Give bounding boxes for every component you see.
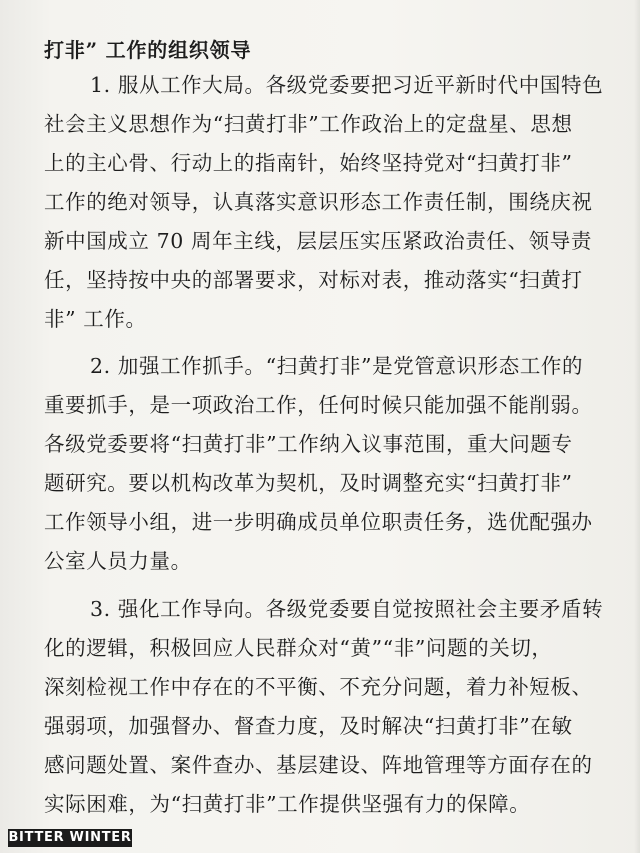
watermark-logo: BITTER WINTER — [8, 830, 132, 845]
paragraph-1-line-1: 1. 服从工作大局。各级党委要把习近平新时代中国特色 — [90, 73, 604, 97]
paragraph-3-line-1: 3. 强化工作导向。各级党委要自觉按照社会主要矛盾转 — [90, 597, 604, 621]
paragraph-3-line-4: 强弱项，加强督办、督查力度，及时解决“扫黄打非”在敏 — [44, 714, 573, 738]
paragraph-1-line-7: 非” 工作。 — [44, 307, 147, 331]
paragraph-1-line-5: 新中国成立 70 周年主线，层层压实压紧政治责任、领导责 — [44, 229, 592, 253]
section-heading: 打非” 工作的组织领导 — [44, 38, 252, 62]
paragraph-3-line-5: 感问题处置、案件查办、基层建设、阵地管理等方面存在的 — [44, 753, 593, 777]
paragraph-2-line-1: 2. 加强工作抓手。“扫黄打非”是党管意识形态工作的 — [90, 354, 584, 378]
paragraph-3-line-6: 实际困难，为“扫黄打非”工作提供坚强有力的保障。 — [44, 792, 531, 816]
paragraph-3-line-2: 化的逻辑，积极回应人民群众对“黄”“非”问题的关切， — [44, 636, 553, 660]
paragraph-1-line-6: 任，坚持按中央的部署要求，对标对表，推动落实“扫黄打 — [44, 268, 583, 292]
paragraph-2-line-2: 重要抓手，是一项政治工作，任何时候只能加强不能削弱。 — [44, 393, 593, 417]
paragraph-1-line-3: 上的主心骨、行动上的指南针，始终坚持党对“扫黄打非” — [44, 151, 573, 175]
paragraph-3-line-3: 深刻检视工作中存在的不平衡、不充分问题，着力补短板、 — [44, 675, 593, 699]
paragraph-2-line-4: 题研究。要以机构改革为契机，及时调整充实“扫黄打非” — [44, 471, 573, 495]
paragraph-2-line-6: 公室人员力量。 — [44, 549, 192, 573]
paragraph-1-line-2: 社会主义思想作为“扫黄打非”工作政治上的定盘星、思想 — [44, 112, 573, 136]
paragraph-1-line-4: 工作的绝对领导，认真落实意识形态工作责任制，围绕庆祝 — [44, 190, 593, 214]
paragraph-2-line-3: 各级党委要将“扫黄打非”工作纳入议事范围，重大问题专 — [44, 432, 573, 456]
paragraph-2-line-5: 工作领导小组，进一步明确成员单位职责任务，选优配强办 — [44, 510, 593, 534]
scan-shadow-edge — [634, 0, 640, 853]
